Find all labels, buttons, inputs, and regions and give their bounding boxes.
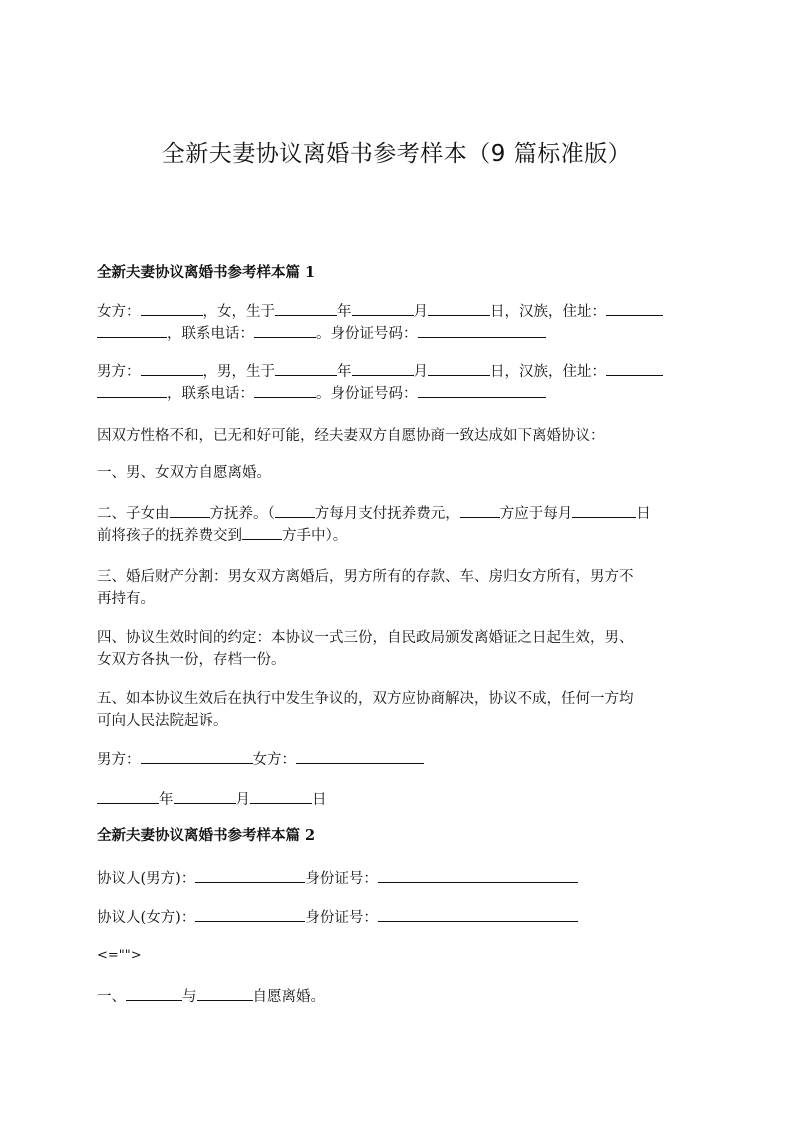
female-info-line-2: ，联系电话： 。身份证号码： — [97, 323, 546, 345]
female-id-blank[interactable] — [418, 323, 546, 338]
male-name-blank[interactable] — [141, 361, 203, 376]
male-birth-month-blank[interactable] — [352, 361, 414, 376]
sign-month-blank[interactable] — [174, 789, 236, 804]
section-heading-1: 全新夫妻协议离婚书参考样本篇 1 — [97, 264, 316, 281]
male-info-line-1: 男方： ，男，生于 年 月 日，汉族，住址： — [97, 361, 663, 383]
clause-3-line-2: 再持有。 — [97, 591, 155, 607]
party-male-name-blank[interactable] — [195, 868, 305, 883]
recipient-party-blank[interactable] — [242, 525, 282, 540]
male-address-blank[interactable] — [606, 361, 663, 376]
clause-2-line-1: 二、子女由 方抚养。（ 方每月支付抚养费元， 方应于每月 日 — [97, 503, 651, 525]
party-male-id-blank[interactable] — [378, 868, 578, 883]
female-info-line-1: 女方： ，女，生于 年 月 日，汉族，住址： — [97, 301, 663, 323]
clause-1: 一、男、女双方自愿离婚。 — [97, 465, 271, 481]
female-phone-blank[interactable] — [254, 323, 316, 338]
custody-party-blank[interactable] — [170, 503, 210, 518]
male-address-blank-cont[interactable] — [97, 383, 167, 398]
intro-paragraph: 因双方性格不和，已无和好可能，经夫妻双方自愿协商一致达成如下离婚协议： — [97, 428, 605, 444]
payer-party-blank[interactable] — [275, 503, 315, 518]
date-line: 年 月 日 — [97, 789, 327, 811]
party-female-line: 协议人(女方)： 身份证号： — [97, 907, 578, 929]
male-info-line-2: ，联系电话： 。身份证号码： — [97, 383, 546, 405]
clause-4-line-1: 四、协议生效时间的约定：本协议一式三份，自民政局颁发离婚证之日起生效，男、 — [97, 630, 634, 646]
payment-day-blank[interactable] — [572, 503, 636, 518]
party-b-blank[interactable] — [197, 986, 253, 1001]
party-male-line: 协议人(男方)： 身份证号： — [97, 868, 578, 890]
sign-year-blank[interactable] — [97, 789, 159, 804]
code-snippet: <=""> — [97, 948, 142, 963]
party-female-name-blank[interactable] — [195, 907, 305, 922]
document-title: 全新夫妻协议离婚书参考样本（9 篇标准版） — [161, 141, 632, 167]
female-name-blank[interactable] — [141, 301, 203, 316]
male-birth-day-blank[interactable] — [428, 361, 490, 376]
signature-line: 男方： 女方： — [97, 749, 424, 771]
male-label: 男方： — [97, 364, 141, 380]
party-female-id-blank[interactable] — [378, 907, 578, 922]
female-birth-year-blank[interactable] — [275, 301, 337, 316]
female-address-blank-cont[interactable] — [97, 323, 167, 338]
male-phone-blank[interactable] — [254, 383, 316, 398]
male-signature-blank[interactable] — [141, 749, 253, 764]
clause-2-line-2: 前将孩子的抚养费交到 方手中）。 — [97, 525, 347, 547]
payment-party-blank[interactable] — [460, 503, 500, 518]
male-id-blank[interactable] — [418, 383, 546, 398]
female-birth-day-blank[interactable] — [428, 301, 490, 316]
female-signature-blank[interactable] — [296, 749, 424, 764]
clause-3-line-1: 三、婚后财产分割：男女双方离婚后，男方所有的存款、车、房归女方所有，男方不 — [97, 569, 634, 585]
male-birth-year-blank[interactable] — [275, 361, 337, 376]
female-birth-month-blank[interactable] — [352, 301, 414, 316]
section-heading-2: 全新夫妻协议离婚书参考样本篇 2 — [97, 827, 316, 844]
party-a-blank[interactable] — [126, 986, 182, 1001]
female-address-blank[interactable] — [606, 301, 663, 316]
clause-5-line-2: 可向人民法院起诉。 — [97, 713, 228, 729]
section-2-clause-1: 一、 与 自愿离婚。 — [97, 986, 325, 1008]
clause-5-line-1: 五、如本协议生效后在执行中发生争议的，双方应协商解决，协议不成，任何一方均 — [97, 691, 634, 707]
sign-day-blank[interactable] — [250, 789, 312, 804]
clause-4-line-2: 女双方各执一份，存档一份。 — [97, 652, 286, 668]
female-label: 女方： — [97, 304, 141, 320]
